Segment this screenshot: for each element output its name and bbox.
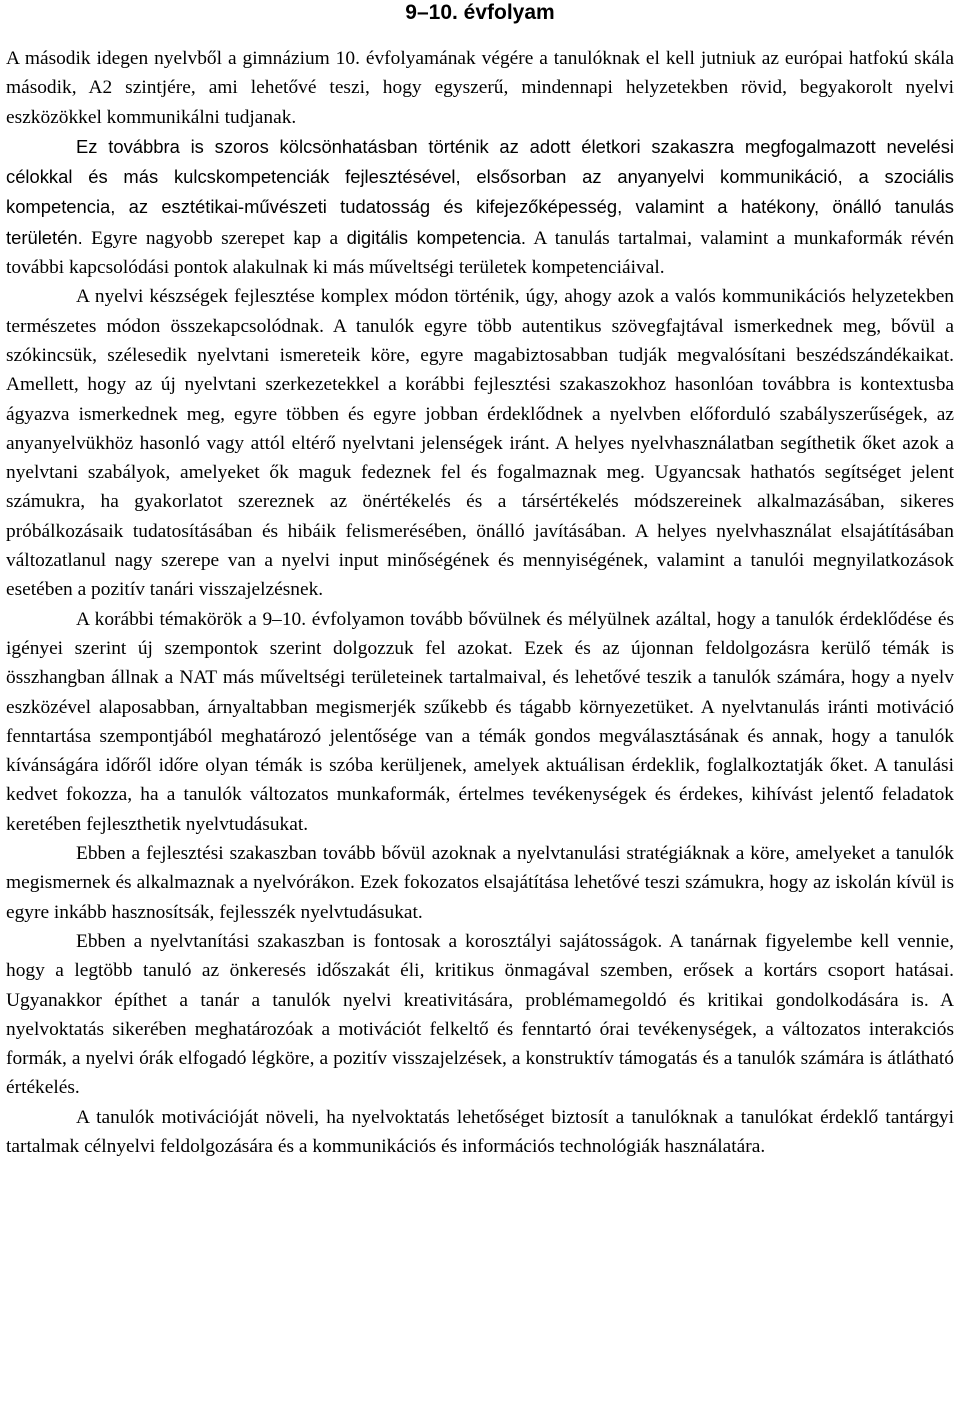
- paragraph-competencies: [6, 132, 954, 282]
- paragraph-language-skills: A nyelvi készségek fejlesztése komplex módon történik, úgy, ahogy azok a valós kommunikációs helyzetekben természetes módon összekapcsolódnak. A tanulók egyre több autentikus szövegfajtával ismerkednek meg, bővül a szókincsük, szélesedik nyelvtani ismereteik köre, egyre magabiztosabban tudják megvalósítani beszédszándékaikat. Amellett, hogy az új nyelvtani szerkezetekkel a korábbi fejlesztési szakaszokhoz hasonlóan továbbra is kontextusba ágyazva ismerkednek meg, egyre többen és egyre jobban érdeklődnek a nyelvben előforduló szabályszerűségek, az anyanyelvükhöz hasonló vagy attól eltérő nyelvtani jelenségek iránt. A helyes nyelvhasználatban segíthetik őket azok a nyelvtani szabályok, amelyeket ők maguk fedeznek fel és fogalmaznak meg. Ugyancsak hathatós segítséget jelent számukra, ha gyakorlatot szereznek az önértékelés és a társértékelés módszereinek alkalmazásában, sikeres próbálkozásaik tudatosításában és hibáik felismerésében, önálló javításában. A helyes nyelvhasználat elsajátításában változatlanul nagy szerepe van a nyelvi input minőségének és mennyiségének, valamint a tanulói megnyilatkozások esetében a pozitív tanári visszajelzésnek.: [6, 286, 954, 601]
- paragraph-topics: A korábbi témakörök a 9–10. évfolyamon tovább bővülnek és mélyülnek azáltal, hogy a tanulók érdeklődése és igényei szerint új szempontok szerint dolgozzuk fel azokat. Ezek és az újonnan feldolgozásra kerülő témák is összhangban állnak a NAT más műveltségi területeinek tartalmaival, és lehetővé teszik a tanulók számára, hogy a nyelv eszközével alaposabban, árnyaltabban megismerjék szűkebb és tágabb környezetüket. A nyelvtanulás iránti motiváció fenntartása szempontjából meghatározó jelentősége van a témák gondos megválasztásának és annak, hogy a tanulók kívánságára időről időre olyan témák is szóba kerüljenek, amelyek aktuálisan érdeklik, foglalkoztatják őket. A tanulási kedvet fokozza, ha a tanulók változatos munkaformák, értelmes tevékenységek és érdekes, kihívást jelentő feladatok keretében fejleszthetik nyelvtudásukat.: [6, 608, 954, 835]
- document-page: [6, 0, 954, 1161]
- paragraph-age-characteristics: Ebben a nyelvtanítási szakaszban is fontosak a korosztályi sajátosságok. A tanárnak figyelembe kell vennie, hogy a legtöbb tanuló az önkeresés időszakát éli, kritikus önmagával szemben, erősek a kortárs csoport hatásai. Ugyanakkor építhet a tanár a tanulók nyelvi kreativitására, problémamegoldó és kritikai gondolkodására is. A nyelvoktatás sikerében meghatározóak a motivációt felkeltő és fenntartó órai tevékenységek, a változatos interakciós formák, a nyelvi órák elfogadó légköre, a pozitív visszajelzések, a konstruktív támogatás és a tanulók számára is átlátható értékelés.: [6, 930, 954, 1099]
- paragraph-intro: A második idegen nyelvből a gimnázium 10. évfolyamának végére a tanulóknak el kell jutniuk az európai hatfokú skála második, A2 szintjére, ami lehetővé teszi, hogy egyszerű, mindennapi helyzetekben rövid, begyakorolt nyelvi eszközökkel kommunikálni tudjanak.: [6, 48, 954, 128]
- paragraph-competencies-digital-text: digitális kompetencia.: [346, 226, 527, 248]
- paragraph-strategies: Ebben a fejlesztési szakaszban tovább bővül azoknak a nyelvtanulási stratégiáknak a köre, amelyeket a tanulók megismernek és alkalmaznak a nyelvórákon. Ezek fokozatos elsajátítása lehetővé teszi számukra, hogy az iskolán kívül is egyre inkább hasznosítsák, fejlesszék nyelvtudásukat.: [6, 843, 954, 923]
- page-title: 9–10. évfolyam: [405, 1, 555, 24]
- paragraph-competencies-serif-text: Egyre nagyobb szerepet kap a: [82, 227, 339, 249]
- paragraph-motivation: A tanulók motivációját növeli, ha nyelvoktatás lehetőséget biztosít a tanulóknak a tanulókat érdeklő tantárgyi tartalmak célnyelvi feldolgozására és a kommunikációs és információs technológiák használatára.: [6, 1106, 954, 1157]
- paragraph-competencies-sans-text: Ez továbbra is szoros kölcsönhatásban történik az adott életkori szakaszra megfogalmazott nevelési célokkal és más kulcskompetenciák fejlesztésével, elsősorban az anyanyelvi kommunikáció, a szociális kompetencia, az esztétikai-művészeti tudatosság és kifejezőképesség, valamint a hatékony, önálló tanulás területén.: [6, 135, 954, 248]
- paragraph-competencies-links-text: A tanulás tartalmai, valamint a munkaformák révén további kapcsolódási pontok alakulnak ki más műveltségi területek kompetenciáival.: [6, 227, 955, 279]
